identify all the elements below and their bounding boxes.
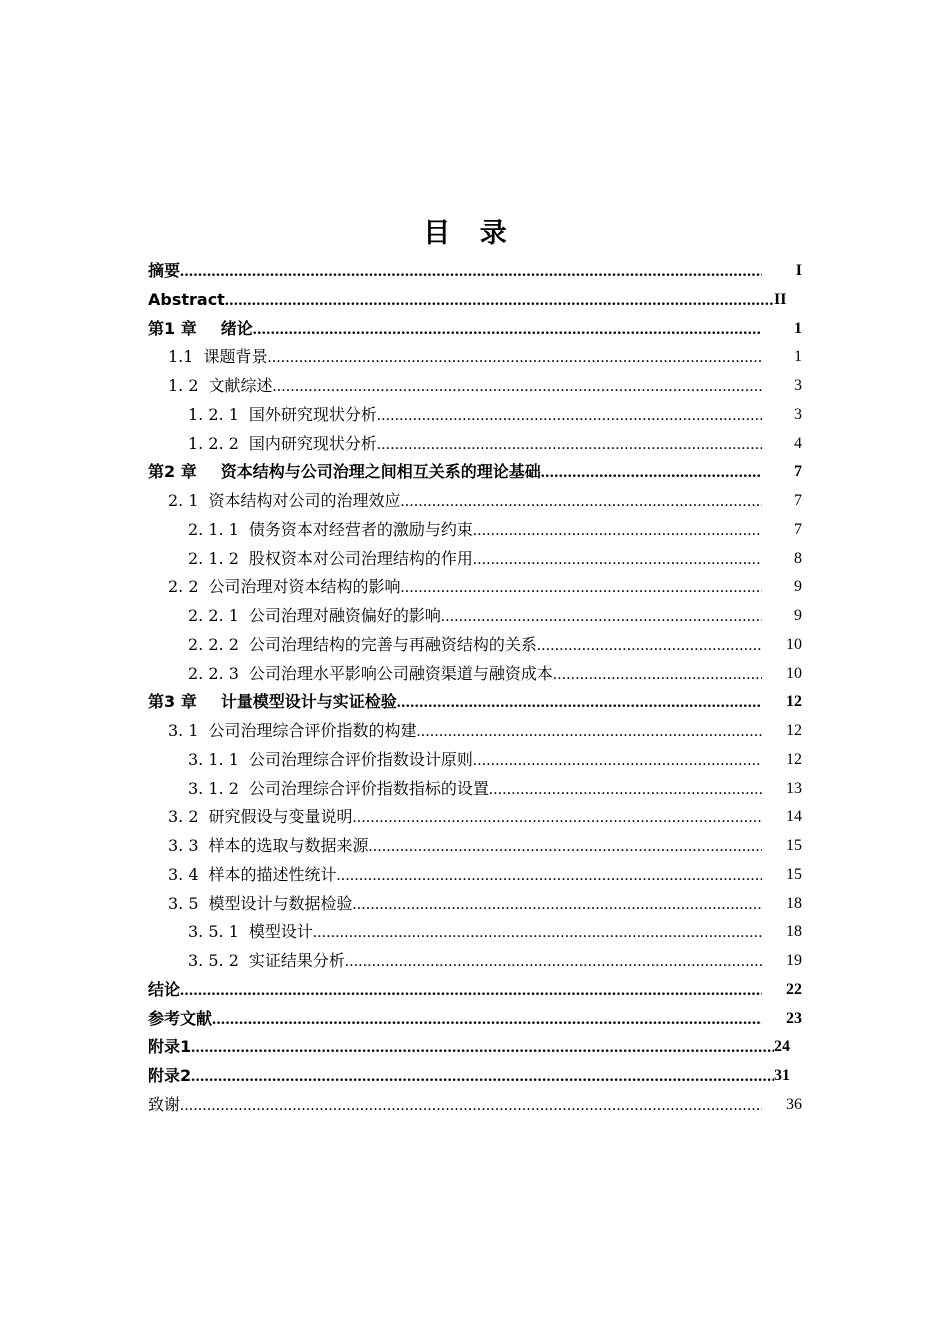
toc-entry-label	[188, 775, 489, 804]
dot-leader	[353, 891, 762, 920]
toc-entry-title: 公司治理综合评价指数设计原则	[248, 749, 473, 769]
toc-entry-label	[148, 1062, 191, 1091]
toc-entry[interactable]	[148, 631, 804, 660]
toc-entry-title: 模型设计	[248, 922, 313, 942]
dot-leader	[353, 804, 762, 833]
toc-entry-page-number: 22	[786, 980, 802, 998]
toc-entry-line	[148, 688, 762, 718]
toc-entry-label	[188, 401, 377, 430]
toc-entry-line	[148, 1062, 774, 1092]
toc-entry-title: 资本结构对公司的治理效应	[208, 491, 401, 510]
toc-entry-label	[188, 947, 345, 976]
dot-leader	[473, 546, 762, 575]
toc-entry-page-number: 7	[794, 520, 802, 538]
toc-entry-label	[188, 631, 537, 660]
dot-leader	[212, 1006, 762, 1035]
toc-entry[interactable]	[148, 1091, 804, 1120]
toc-entry-label	[148, 257, 180, 286]
toc-entry-number: 3. 5. 2	[188, 951, 239, 970]
dot-leader	[180, 977, 762, 1006]
toc-entry-page-number: 7	[794, 492, 802, 509]
toc-entry-title: 附录1	[148, 1037, 192, 1057]
toc-entry-number: 2. 2	[168, 577, 199, 597]
toc-entry-line	[148, 458, 762, 488]
toc-entry-number: 3. 3	[168, 836, 199, 855]
toc-entry-page-number: 7	[794, 463, 802, 481]
toc-entry-line	[188, 918, 762, 948]
toc-entry-title: 绪论	[220, 318, 253, 338]
dot-leader	[377, 402, 762, 431]
toc-entry[interactable]	[148, 286, 804, 315]
toc-entry-number: 1. 2. 2	[188, 433, 239, 453]
toc-entry-line	[188, 516, 762, 546]
toc-entry[interactable]	[148, 1062, 804, 1091]
toc-entry-title: 公司治理综合评价指数的构建	[208, 721, 417, 740]
toc-entry-title: 计量模型设计与实证检验	[220, 692, 397, 712]
toc-entry-line	[188, 631, 762, 661]
toc-entry-page-number: 3	[794, 405, 802, 423]
toc-entry-line	[188, 947, 762, 977]
toc-entry[interactable]	[148, 401, 804, 430]
dot-leader	[441, 603, 762, 632]
toc-entry-label	[148, 1091, 180, 1120]
dot-leader	[417, 718, 762, 747]
toc-entry-title: 模型设计与数据检验	[208, 893, 353, 913]
toc-entry[interactable]	[148, 660, 804, 689]
toc-entry-number: 1.1	[168, 347, 194, 367]
toc-entry[interactable]	[148, 545, 804, 574]
toc-entry-line	[148, 976, 762, 1006]
toc-entry[interactable]	[148, 516, 804, 545]
toc-entry[interactable]	[148, 1033, 804, 1062]
toc-entry-label	[168, 372, 273, 401]
toc-entry-title: 国外研究现状分析	[248, 404, 377, 424]
toc-entry[interactable]	[148, 315, 804, 344]
toc-entry-line	[148, 257, 762, 287]
toc-entry[interactable]	[148, 257, 804, 286]
toc-entry-label	[168, 343, 267, 372]
toc-entry-line	[148, 1005, 762, 1035]
toc-entry-page-number: 24	[774, 1038, 790, 1056]
dot-leader	[313, 919, 762, 948]
toc-entry-label	[168, 861, 337, 890]
toc-entry-title: 样本的描述性统计	[208, 864, 337, 884]
toc-entry-title: 股权资本对公司治理结构的作用	[248, 548, 473, 568]
toc-entry[interactable]	[148, 947, 804, 976]
toc-entry-title: 公司治理结构的完善与再融资结构的关系	[248, 634, 537, 654]
dot-leader	[553, 661, 762, 690]
toc-entry-label	[188, 660, 553, 689]
toc-entry-page-number: 19	[786, 952, 802, 969]
toc-entry-label	[188, 746, 473, 775]
dot-leader	[401, 488, 762, 517]
toc-entry-label	[188, 545, 473, 574]
toc-entry-page-number: 12	[786, 693, 802, 711]
dot-leader	[225, 287, 774, 316]
dot-leader	[397, 689, 762, 718]
toc-entry-title: 实证结果分析	[248, 951, 345, 970]
toc-entry-page-number: II	[774, 290, 787, 308]
toc-entry-line	[168, 343, 762, 373]
toc-entry-number: 3. 1	[168, 721, 199, 740]
toc-entry-number: 2. 1	[168, 491, 199, 510]
toc-entry-label	[168, 717, 417, 746]
toc-entry[interactable]	[148, 775, 804, 804]
dot-leader	[180, 1092, 762, 1121]
toc-entry[interactable]	[148, 458, 804, 487]
toc-entry-number: 1. 2. 1	[188, 404, 239, 424]
toc-entry-page-number: 8	[794, 549, 802, 567]
toc-entry-number: 3. 1. 1	[188, 749, 239, 769]
toc-entry-number: 3. 5	[168, 893, 199, 913]
toc-entry-title: 资本结构与公司治理之间相互关系的理论基础	[220, 462, 541, 482]
toc-entry-line	[168, 861, 762, 891]
toc-entry-label	[148, 1033, 191, 1062]
toc-entry-label	[188, 602, 441, 631]
dot-leader	[345, 948, 762, 977]
toc-entry-label	[148, 1005, 212, 1034]
dot-leader	[191, 1034, 774, 1063]
toc-entry[interactable]	[148, 861, 804, 890]
toc-entry-page-number: 18	[786, 894, 802, 912]
toc-entry-page-number: 12	[786, 722, 802, 739]
toc-entry-label	[168, 487, 401, 516]
toc-entry-line	[148, 1091, 762, 1121]
toc-entry-label	[188, 430, 377, 459]
dot-leader	[473, 517, 762, 546]
toc-entry-title: 附录2	[148, 1066, 192, 1085]
toc-entry-title: 债务资本对经营者的激励与约束	[248, 519, 473, 539]
toc-entry-number: 3. 2	[168, 807, 199, 827]
dot-leader	[473, 747, 762, 776]
dot-leader	[537, 632, 762, 661]
toc-entry-page-number: 9	[794, 607, 802, 624]
toc-entry-number: 2. 2. 2	[188, 634, 239, 654]
toc-entry[interactable]	[148, 890, 804, 919]
toc-entry[interactable]	[148, 372, 804, 401]
toc-entry-line	[188, 430, 762, 460]
toc-entry-number: 3. 4	[168, 864, 199, 884]
toc-entry-title: 公司治理综合评价指数指标的设置	[248, 778, 489, 798]
toc-entry-line	[168, 372, 762, 402]
toc-entry-page-number: 9	[794, 578, 802, 596]
toc-entry-label	[188, 918, 313, 947]
toc-entry-title: 国内研究现状分析	[248, 433, 377, 453]
toc-entry-line	[148, 286, 774, 316]
page-title: 目 录	[423, 218, 517, 249]
toc-entry-page-number: 23	[786, 1009, 802, 1027]
dot-leader	[541, 459, 762, 488]
toc-entry-label	[148, 458, 541, 487]
toc-entry[interactable]	[148, 430, 804, 459]
toc-entry-label	[168, 803, 353, 832]
toc-entry-line	[188, 545, 762, 575]
toc-entry[interactable]	[148, 746, 804, 775]
toc-entry-label	[168, 832, 369, 861]
dot-leader	[191, 1063, 774, 1092]
table-of-contents	[148, 257, 804, 1120]
toc-entry-number: 第3 章	[148, 692, 197, 712]
dot-leader	[489, 776, 762, 805]
toc-entry[interactable]	[148, 688, 804, 717]
toc-entry-label	[148, 976, 180, 1005]
toc-entry[interactable]	[148, 573, 804, 602]
toc-entry-number: 3. 1. 2	[188, 778, 239, 798]
dot-leader	[253, 316, 762, 345]
toc-entry-label	[148, 286, 225, 315]
toc-entry-number: 2. 2. 3	[188, 663, 239, 683]
toc-entry-title: 摘要	[148, 261, 181, 280]
toc-entry-line	[148, 1033, 774, 1063]
toc-entry-number: 3. 5. 1	[188, 922, 239, 942]
toc-entry-title: Abstract	[148, 289, 225, 309]
toc-entry-page-number: 3	[794, 377, 802, 394]
toc-entry-title: 文献综述	[208, 376, 273, 395]
toc-entry-line	[188, 775, 762, 805]
toc-entry-page-number: 10	[786, 664, 802, 682]
dot-leader	[337, 862, 762, 891]
toc-entry-line	[168, 487, 762, 517]
toc-entry[interactable]	[148, 717, 804, 746]
toc-entry-title: 课题背景	[203, 347, 268, 367]
toc-entry-title: 结论	[148, 979, 181, 999]
toc-entry-line	[188, 602, 762, 632]
toc-entry-page-number: 1	[794, 348, 802, 366]
toc-entry[interactable]	[148, 832, 804, 861]
toc-entry-title: 公司治理对资本结构的影响	[208, 577, 401, 597]
toc-entry[interactable]	[148, 803, 804, 832]
toc-entry-page-number: 13	[786, 779, 802, 797]
toc-entry-page-number: I	[795, 262, 802, 279]
dot-leader	[377, 431, 762, 460]
toc-entry[interactable]	[148, 918, 804, 947]
toc-entry[interactable]	[148, 343, 804, 372]
toc-entry-line	[168, 832, 762, 862]
toc-entry-title: 公司治理水平影响公司融资渠道与融资成本	[248, 663, 553, 683]
dot-leader	[369, 833, 762, 862]
toc-entry[interactable]	[148, 1005, 804, 1034]
toc-entry-page-number: 15	[786, 837, 802, 854]
toc-entry-number: 第1 章	[148, 318, 197, 338]
toc-entry-label	[168, 890, 353, 919]
toc-entry-line	[188, 660, 762, 690]
toc-entry-page-number: 14	[786, 808, 802, 826]
toc-entry-label	[148, 688, 397, 717]
toc-entry-number: 2. 1. 1	[188, 519, 239, 539]
toc-entry-line	[148, 315, 762, 345]
toc-entry-line	[168, 573, 762, 603]
toc-entry-page-number: 10	[786, 635, 802, 653]
toc-entry-page-number: 15	[786, 865, 802, 883]
toc-entry-page-number: 18	[786, 923, 802, 941]
toc-entry-page-number: 36	[786, 1095, 802, 1113]
toc-entry-label	[168, 573, 401, 602]
toc-entry-title: 致谢	[148, 1094, 181, 1114]
toc-entry-number: 第2 章	[148, 462, 197, 482]
toc-entry-title: 参考文献	[148, 1008, 213, 1028]
toc-entry-label	[188, 516, 473, 545]
toc-entry-line	[168, 717, 762, 747]
toc-entry-number: 2. 1. 2	[188, 548, 239, 568]
toc-entry-number: 2. 2. 1	[188, 606, 239, 625]
toc-entry-title: 研究假设与变量说明	[208, 807, 353, 827]
toc-entry-title: 公司治理对融资偏好的影响	[248, 606, 441, 625]
toc-entry-line	[168, 803, 762, 833]
dot-leader	[273, 373, 762, 402]
toc-entry[interactable]	[148, 602, 804, 631]
dot-leader	[180, 258, 762, 287]
toc-entry-title: 样本的选取与数据来源	[208, 836, 369, 855]
toc-entry-line	[188, 401, 762, 431]
toc-entry[interactable]	[148, 976, 804, 1005]
toc-entry-number: 1. 2	[168, 376, 199, 395]
toc-entry-line	[168, 890, 762, 920]
toc-entry-page-number: 1	[794, 319, 802, 337]
toc-entry-line	[188, 746, 762, 776]
toc-entry-page-number: 12	[786, 750, 802, 768]
toc-entry-label	[148, 315, 253, 344]
toc-entry[interactable]	[148, 487, 804, 516]
dot-leader	[267, 344, 762, 373]
toc-entry-page-number: 31	[774, 1067, 790, 1084]
toc-entry-page-number: 4	[794, 434, 802, 452]
dot-leader	[401, 574, 762, 603]
